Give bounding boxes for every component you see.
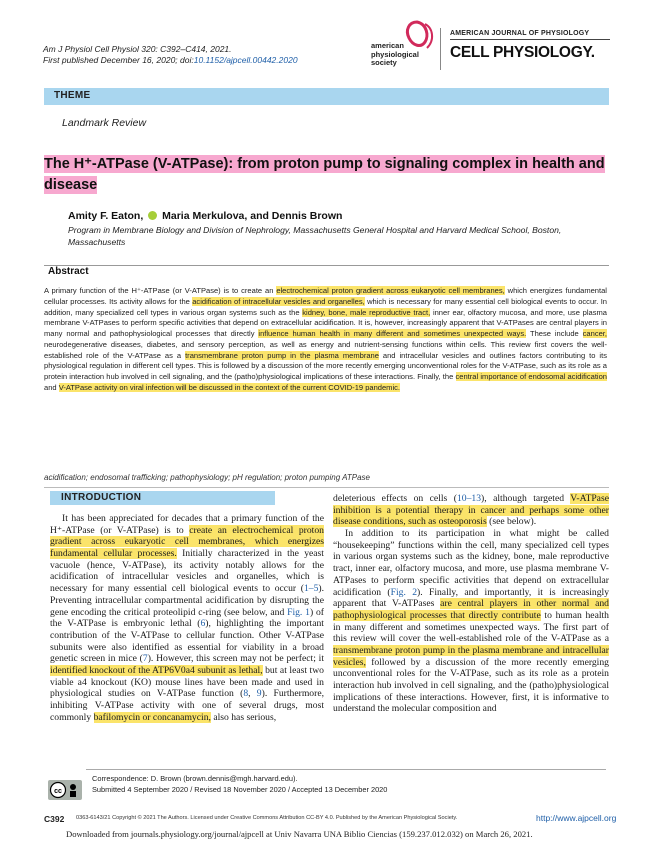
ref-link[interactable]: 9 xyxy=(256,688,262,700)
ref-link[interactable]: 1–5 xyxy=(303,583,319,595)
abstract-heading: Abstract xyxy=(48,266,89,277)
article-type: Landmark Review xyxy=(62,117,147,129)
abstract-rule xyxy=(44,265,609,266)
page-number: C392 xyxy=(44,814,65,824)
body-column-left: It has been appreciated for decades that a primary function of the H⁺-ATPase (or V-ATPase) is to create an electrochemical proton gradient across eukaryotic cell membranes, which energizes fundamental cellular processes. Initially characterized in the yeast vacuole (hence, V-ATPase), its activity notably allows for the acidification of intracellular vesicles and organelles, which is necessary for many essential cell biological events to occur (1–5). Preventing intracellular compartmental acidification by disrupting the gene encoding the critical proteolipid c-ring (see below, and Fig. 1) of the V-ATPase is embryonic lethal (6), highlighting the important contribution of the V-ATPase to cellular function. Other V-ATPase subunits were also identified as essential for viability in a broad genetic screen in mice (7). However, this screen may not be perfect; it identified knockout of the ATP6V0a4 subunit as lethal, but at least two viable a4 knockout (KO) mouse lines have been made and used in physiological studies on V-ATPase function (8, 9). Furthermore, inhibiting V-ATPase activity with one of several drugs, most commonly bafilomycin or concanamycin, also has serious, xyxy=(50,513,324,723)
header-divider xyxy=(440,28,441,70)
ref-link[interactable]: 7 xyxy=(142,653,148,665)
keywords-rule xyxy=(44,487,609,488)
theme-bar xyxy=(44,88,609,105)
keywords: acidification; endosomal trafficking; pathophysiology; pH regulation; proton pumping ATPase xyxy=(44,473,370,482)
published-line: First published December 16, 2020; doi:10.1152/ajpcell.00442.2020 xyxy=(43,55,298,65)
article-title: The H⁺-ATPase (V-ATPase): from proton pump to signaling complex in health and disease xyxy=(44,156,605,193)
journal-small-title: AMERICAN JOURNAL OF PHYSIOLOGY xyxy=(450,30,590,37)
footer-rule xyxy=(86,769,606,770)
journal-website-link[interactable]: http://www.ajpcell.org xyxy=(536,813,617,823)
abstract-body: A primary function of the H⁺-ATPase (or V-ATPase) is to create an electrochemical proton gradient across eukaryotic cell membranes, which energizes fundamental cellular processes. Its activity allows for the acidification of intracellular vesicles and organelles, which is necessary for many essential cell biological events to occur. In addition, many specialized cell types in various organ systems such as the kidney, bone, male reproductive tract, inner ear, olfactory mucosa, and more, use plasma membrane V-ATPases to perform specific activities that depend on extracellular acidification. It is, however, increasingly apparent that V-ATPases are central players in many normal and pathophysiological processes that directly influence human health in many different and sometimes unexpected ways. These include cancer, neurodegenerative diseases, diabetes, and sensory perception, as well as energy and nutrient-sensing functions within cells. This review first covers the well-established role of the V-ATPase as a transmembrane proton pump in the plasma membrane and intracellular vesicles and outlines factors contributing to its physiological regulation in different cell types. This is followed by a discussion of the more recently emerging unconventional roles for the V-ATPase, such as its role as a protein interaction hub involved in cell signaling, and the (patho)physiological implications of these interactions. Finally, the central importance of endosomal acidification and V-ATPase activity on viral infection will be discussed in the context of the current COVID-19 pandemic. xyxy=(44,286,607,392)
doi-link[interactable]: 10.1152/ajpcell.00442.2020 xyxy=(193,55,298,65)
correspondence: Correspondence: D. Brown (brown.dennis@mgh.harvard.edu). Submitted 4 September 2020 / Revised 18 November 2020 / Accepted 13 December 2020 xyxy=(92,774,388,794)
body-column-right: deleterious effects on cells (10–13), although targeted V-ATPase inhibition is a potential therapy in cancer and perhaps some other disease conditions, such as osteoporosis (see below). In addition to its participation in what might be called “housekeeping” functions within the cell, many specialized cell types in various organ systems such as the kidney, bone, male reproductive tract, inner ear, olfactory mucosa, and more, use plasma membrane V-ATPases to perform specific activities that depend on extracellular acidification (Fig. 2). Finally, and importantly, it is increasingly apparent that V-ATPases are central players in other normal and pathophysiological processes that directly contribute to human health in many different and sometimes unexpected ways. The first part of this review will cover the well-established role of the V-ATPase as a transmembrane proton pump in the plasma membrane and intracellular vesicles, followed by a discussion of the more recently emerging unconventional roles for the V-ATPase, such as its role as a protein interaction hub involved in cell signaling, and the (patho)physiological implications of these interactions. However, first, it is informative to understand the molecular composition and xyxy=(333,493,610,715)
intro-heading-bar xyxy=(50,491,275,505)
intro-heading: INTRODUCTION xyxy=(61,492,142,503)
svg-text:cc: cc xyxy=(54,788,62,795)
affiliation: Program in Membrane Biology and Division of Nephrology, Massachusetts General Hospital and Harvard Medical School, Boston, Massachusetts xyxy=(68,225,562,247)
journal-brand xyxy=(450,30,610,62)
journal-rule xyxy=(450,39,610,40)
ref-link[interactable]: 6 xyxy=(200,618,206,630)
authors: Amity F. Eaton, Maria Merkulova, and Dennis Brown xyxy=(68,210,343,222)
figure-link[interactable]: Fig. 2 xyxy=(390,586,418,598)
cc-by-license-icon[interactable] xyxy=(48,780,82,800)
orcid-icon[interactable] xyxy=(148,211,157,220)
society-name: american physiological society xyxy=(371,41,419,67)
ref-link[interactable]: 8 xyxy=(243,688,249,700)
figure-link[interactable]: Fig. 1 xyxy=(287,606,310,618)
citation-header xyxy=(43,44,298,66)
citation-line: Am J Physiol Cell Physiol 320: C392–C414, 2021. xyxy=(43,44,232,54)
download-notice: Downloaded from journals.physiology.org/journal/ajpcell at Univ Navarra UNA Biblio Ciencias (159.237.012.032) on March 26, 2021. xyxy=(66,829,533,839)
ref-link[interactable]: 10–13 xyxy=(456,493,482,504)
journal-title: CELL PHYSIOLOGY. xyxy=(450,44,595,61)
theme-label: THEME xyxy=(54,90,91,101)
copyright-line: 0363-6143/21 Copyright © 2021 The Authors. Licensed under Creative Commons Attribution CC-BY 4.0. Published by the American Physiological Society. xyxy=(76,815,458,821)
